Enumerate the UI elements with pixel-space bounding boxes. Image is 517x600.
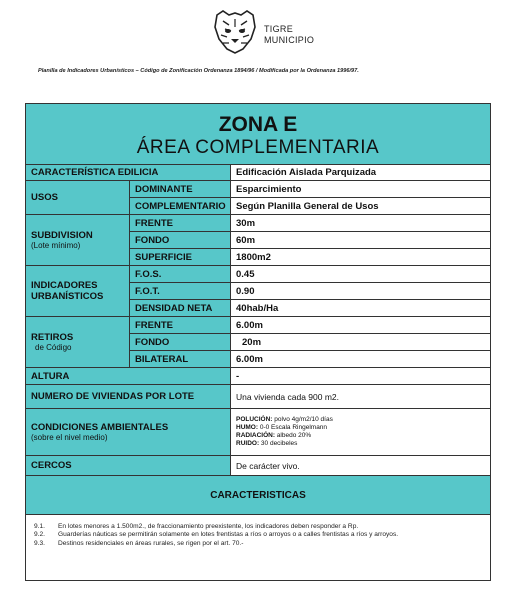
subdivision-sublabel: (Lote mínimo) — [31, 241, 81, 250]
retiros-fondo-value: 20m — [231, 334, 490, 351]
note-item — [34, 523, 484, 531]
zone-area-title: ÁREA COMPLEMENTARIA — [136, 137, 380, 158]
retiros-label: RETIROS — [31, 332, 74, 343]
subdivision-label: SUBDIVISION — [31, 230, 93, 241]
retiros-frente-label: FRENTE — [130, 317, 231, 334]
radiacion-value: albedo 20% — [275, 432, 312, 439]
document-subtitle: Planilla de Indicadores Urbanísticos – Código de Zonificación Ordenanza 1894/96 / Modificada por la Ordenanza 1996/97. — [38, 68, 359, 74]
note-number: 9.2. — [34, 531, 45, 539]
fos-value: 0.45 — [231, 266, 490, 283]
condiciones-sublabel: (sobre el nivel medio) — [31, 433, 108, 442]
densidad-value: 40hab/Ha — [231, 300, 490, 317]
note-text: En lotes menores a 1.500m2., de fraccionamiento preexistente, los indicadores deben responder a Rp. — [58, 523, 359, 530]
note-item — [34, 531, 484, 539]
humo-line — [236, 424, 327, 432]
zone-sheet — [25, 103, 491, 581]
polucion-label: POLUCIÓN: — [236, 416, 273, 423]
brand-line1: TIGRE — [264, 24, 294, 34]
usos-label: USOS — [26, 181, 130, 215]
note-text: Destinos residenciales en áreas rurales, se rigen por el art. 70.- — [58, 539, 244, 547]
caracteristicas-notes — [26, 515, 490, 548]
polucion-value: polvo 4g/m2/10 días — [272, 416, 333, 423]
viviendas-label: NUMERO DE VIVIENDAS POR LOTE — [26, 385, 231, 409]
viviendas-value: Una vivienda cada 900 m2. — [231, 385, 490, 409]
usos-dominante-label: DOMINANTE — [130, 181, 231, 198]
fot-label: F.O.T. — [130, 283, 231, 300]
retiros-bilateral-label: BILATERAL — [130, 351, 231, 368]
subdivision-superficie-label: SUPERFICIE — [130, 249, 231, 266]
fos-label: F.O.S. — [130, 266, 231, 283]
altura-value: - — [231, 368, 490, 385]
radiacion-label: RADIACIÓN: — [236, 432, 275, 439]
subdivision-label-cell — [26, 215, 130, 266]
brand-name — [264, 24, 314, 46]
note-number: 9.3. — [34, 539, 45, 547]
cercos-label: CERCOS — [26, 456, 231, 476]
retiros-bilateral-value: 6.00m — [231, 351, 490, 368]
indicadores-label-cell — [26, 266, 130, 317]
subdivision-fondo-value: 60m — [231, 232, 490, 249]
densidad-label: DENSIDAD NETA — [130, 300, 231, 317]
caracteristicas-title: CARACTERISTICAS — [26, 476, 490, 515]
usos-dominante-value: Esparcimiento — [231, 181, 490, 198]
condiciones-label: CONDICIONES AMBIENTALES — [31, 422, 169, 433]
zone-header — [26, 104, 490, 165]
subdivision-superficie-value: 1800m2 — [231, 249, 490, 266]
subdivision-frente-label: FRENTE — [130, 215, 231, 232]
note-item — [34, 540, 484, 548]
caracteristica-value: Edificación Aislada Parquizada — [231, 165, 490, 181]
usos-complementario-value: Según Planilla General de Usos — [231, 198, 490, 215]
retiros-sublabel: de Código — [35, 343, 72, 352]
retiros-fondo-label: FONDO — [130, 334, 231, 351]
brand-line2: MUNICIPIO — [264, 35, 315, 45]
condiciones-values — [231, 409, 490, 456]
condiciones-label-cell — [26, 409, 231, 456]
tiger-head-icon — [209, 9, 261, 55]
cercos-value: De carácter vivo. — [231, 456, 490, 476]
note-number: 9.1. — [34, 523, 45, 530]
ruido-line — [236, 440, 297, 448]
indicadores-label-1: INDICADORES — [31, 280, 98, 291]
retiros-label-cell — [26, 317, 130, 368]
indicadores-label-2: URBANÍSTICOS — [31, 291, 104, 302]
fot-value: 0.90 — [231, 283, 490, 300]
zone-title: ZONA E — [218, 113, 298, 136]
ruido-label: RUIDO: — [236, 440, 260, 447]
humo-value: 0-0 Escala Ringelmann — [258, 424, 328, 431]
polucion-line — [236, 416, 333, 424]
usos-complementario-label: COMPLEMENTARIO — [130, 198, 231, 215]
altura-label: ALTURA — [26, 368, 231, 385]
subdivision-frente-value: 30m — [231, 215, 490, 232]
retiros-frente-value: 6.00m — [231, 317, 490, 334]
humo-label: HUMO: — [236, 424, 259, 431]
caracteristica-label: CARACTERÍSTICA EDILICIA — [26, 165, 231, 181]
note-text: Guarderías náuticas se permitirán solamente en lotes frentistas a ríos o arroyos o a calles frentistas a ríos y arroyos. — [58, 531, 399, 539]
radiacion-line — [236, 432, 311, 440]
subdivision-fondo-label: FONDO — [130, 232, 231, 249]
ruido-value: 30 decibeles — [259, 440, 298, 447]
